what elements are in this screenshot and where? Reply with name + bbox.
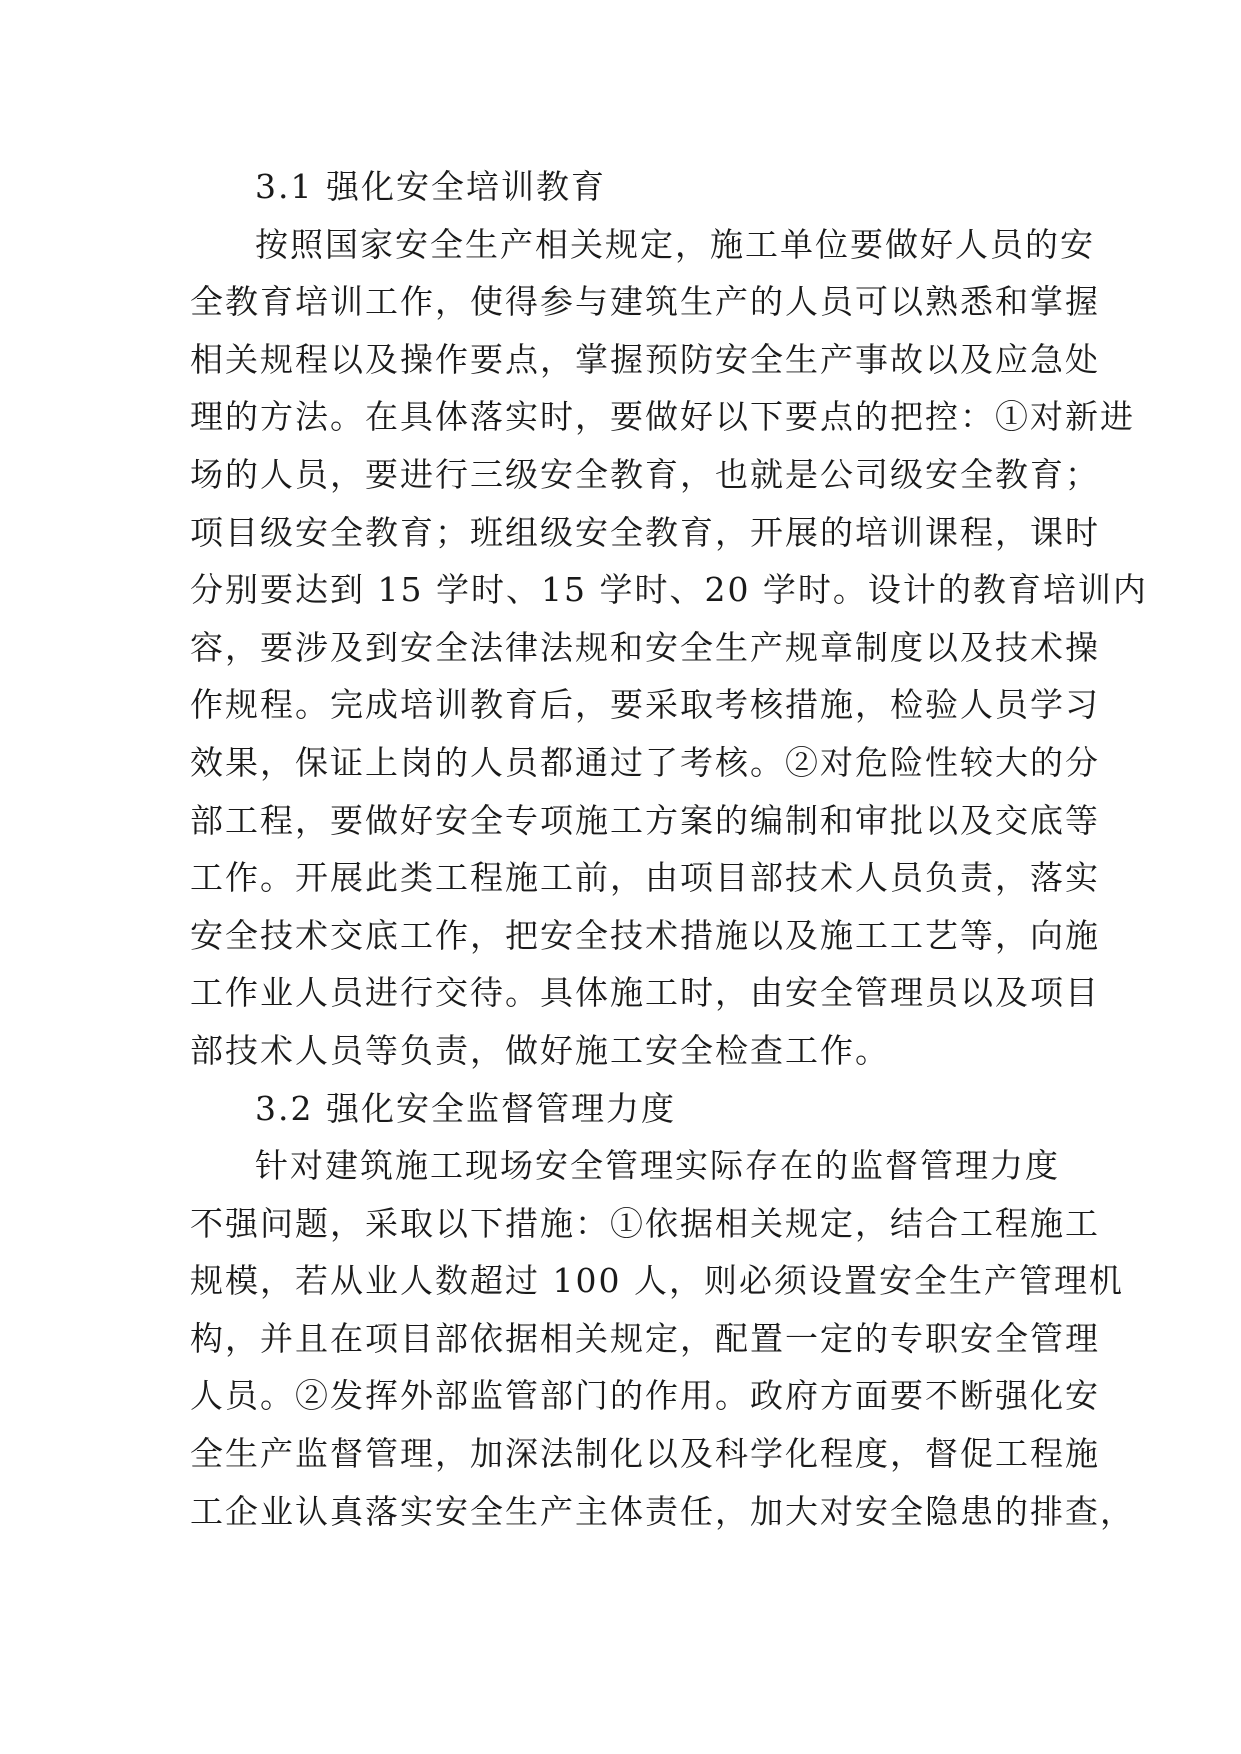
paragraph-line: 部工程，要做好安全专项施工方案的编制和审批以及交底等 (190, 800, 1100, 840)
paragraph-line: 按照国家安全生产相关规定，施工单位要做好人员的安 (255, 224, 1095, 264)
paragraph-line: 不强问题，采取以下措施：①依据相关规定，结合工程施工 (190, 1203, 1100, 1243)
paragraph-line: 部技术人员等负责，做好施工安全检查工作。 (190, 1030, 890, 1070)
paragraph-line: 规模，若从业人数超过 100 人，则必须设置安全生产管理机 (190, 1261, 1124, 1301)
paragraph-line: 安全技术交底工作，把安全技术措施以及施工工艺等，向施 (190, 915, 1100, 955)
paragraph-line: 工企业认真落实安全生产主体责任，加大对安全隐患的排查， (190, 1491, 1135, 1531)
document-body (190, 158, 1148, 1540)
paragraph-line: 相关规程以及操作要点，掌握预防安全生产事故以及应急处 (190, 339, 1100, 379)
section-heading-3-1: 3.1 强化安全培训教育 (255, 167, 606, 206)
paragraph-line: 项目级安全教育；班组级安全教育，开展的培训课程，课时 (190, 512, 1100, 552)
paragraph-line: 全生产监督管理，加深法制化以及科学化程度，督促工程施 (190, 1434, 1100, 1474)
paragraph-line: 工作业人员进行交待。具体施工时，由安全管理员以及项目 (190, 973, 1100, 1013)
paragraph-line: 理的方法。在具体落实时，要做好以下要点的把控：①对新进 (190, 397, 1135, 437)
paragraph-line: 构，并且在项目部依据相关规定，配置一定的专职安全管理 (190, 1318, 1100, 1358)
paragraph-line: 容，要涉及到安全法律法规和安全生产规章制度以及技术操 (190, 627, 1100, 667)
paragraph-line: 针对建筑施工现场安全管理实际存在的监督管理力度 (255, 1146, 1060, 1186)
paragraph-line: 作规程。完成培训教育后，要采取考核措施，检验人员学习 (190, 685, 1100, 725)
paragraph-line: 全教育培训工作，使得参与建筑生产的人员可以熟悉和掌握 (190, 282, 1100, 322)
paragraph-line: 分别要达到 15 学时、15 学时、20 学时。设计的教育培训内 (190, 570, 1148, 610)
paragraph-line: 工作。开展此类工程施工前，由项目部技术人员负责，落实 (190, 858, 1100, 898)
paragraph-line: 效果，保证上岗的人员都通过了考核。②对危险性较大的分 (190, 742, 1100, 782)
section-heading-3-2: 3.2 强化安全监督管理力度 (255, 1088, 676, 1128)
paragraph-line: 人员。②发挥外部监管部门的作用。政府方面要不断强化安 (190, 1376, 1100, 1416)
paragraph-line: 场的人员，要进行三级安全教育，也就是公司级安全教育； (190, 454, 1100, 494)
